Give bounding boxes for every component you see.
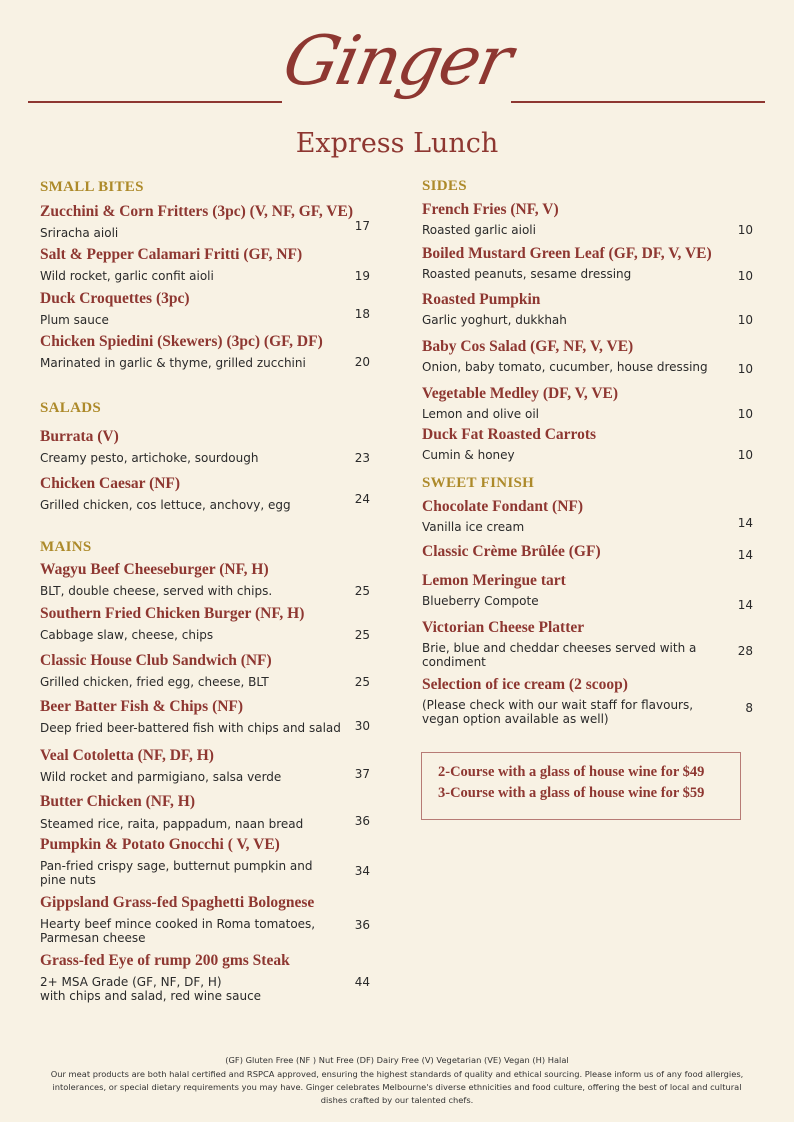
footer-note: Our meat products are both halal certified and RSPCA approved, ensuring the highest standards of quality and ethical sourcing. Please inform us of any food allergies, intolerances, or special dietary requirements you may have. Ginger celebrates Melbourne's diverse ethnicities and food culture, offering the best of local and cultural dishes crafted by our talented chefs. — [50, 1069, 744, 1105]
menu-item-description: (Please check with our wait staff for flavours, vegan option available as well) — [422, 698, 694, 726]
menu-item-name: Salt & Pepper Calamari Fritti (GF, NF) — [40, 246, 303, 263]
menu-item-name: Duck Fat Roasted Carrots — [422, 426, 597, 443]
menu-item-description: Grilled chicken, fried egg, cheese, BLT — [40, 675, 269, 689]
menu-item-description: Pan-fried crispy sage, butternut pumpkin and pine nuts — [40, 859, 313, 887]
menu-item-name: Southern Fried Chicken Burger (NF, H) — [40, 605, 305, 622]
menu-item-price: 24 — [354, 492, 370, 506]
menu-item-name: Butter Chicken (NF, H) — [40, 793, 195, 810]
menu-item-description: Roasted peanuts, sesame dressing — [422, 267, 632, 281]
menu-item-name: Gippsland Grass-fed Spaghetti Bolognese — [40, 894, 315, 911]
header-rule-left — [28, 101, 282, 103]
menu-item-description: Roasted garlic aioli — [422, 223, 536, 237]
menu-item-price: 10 — [737, 313, 753, 327]
menu-item-name: Wagyu Beef Cheeseburger (NF, H) — [40, 561, 269, 578]
menu-item-price: 10 — [737, 362, 753, 376]
section-heading-sweet-finish: SWEET FINISH — [422, 475, 535, 491]
menu-item-price: 18 — [354, 307, 370, 321]
menu-item-description: Grilled chicken, cos lettuce, anchovy, egg — [40, 498, 291, 512]
menu-item-price: 19 — [354, 269, 370, 283]
header-rule-right — [511, 101, 765, 103]
menu-item-description: Hearty beef mince cooked in Roma tomatoes, Parmesan cheese — [40, 917, 316, 945]
menu-item-price: 10 — [737, 269, 753, 283]
menu-item-description: Deep fried beer-battered fish with chips and salad — [40, 721, 341, 735]
menu-item-description: Blueberry Compote — [422, 594, 539, 608]
menu-item-name: Zucchini & Corn Fritters (3pc) (V, NF, GF, VE) — [40, 203, 354, 220]
menu-item-name: Burrata (V) — [40, 428, 119, 445]
offer-two-course: 2-Course with a glass of house wine for $49 — [438, 764, 705, 780]
menu-item-price: 14 — [737, 598, 753, 612]
offer-three-course: 3-Course with a glass of house wine for $59 — [438, 785, 705, 801]
menu-item-price: 23 — [354, 451, 370, 465]
menu-item-price: 25 — [354, 584, 370, 598]
menu-item-price: 14 — [737, 548, 753, 562]
menu-item-price: 34 — [354, 864, 370, 878]
menu-item-price: 8 — [745, 701, 753, 715]
menu-item-price: 28 — [737, 644, 753, 658]
menu-item-name: French Fries (NF, V) — [422, 201, 559, 218]
menu-item-name: Duck Croquettes (3pc) — [40, 290, 190, 307]
menu-item-name: Vegetable Medley (DF, V, VE) — [422, 385, 619, 402]
menu-item-name: Chicken Spiedini (Skewers) (3pc) (GF, DF) — [40, 333, 323, 350]
menu-item-name: Pumpkin & Potato Gnocchi ( V, VE) — [40, 836, 280, 853]
menu-item-name: Classic Crème Brûlée (GF) — [422, 543, 601, 560]
menu-item-description: Plum sauce — [40, 313, 109, 327]
menu-item-description: Wild rocket, garlic confit aioli — [40, 269, 214, 283]
menu-item-description: Lemon and olive oil — [422, 407, 540, 421]
menu-item-description: 2+ MSA Grade (GF, NF, DF, H) with chips and salad, red wine sauce — [40, 975, 262, 1003]
menu-item-name: Roasted Pumpkin — [422, 291, 541, 308]
menu-item-name: Chicken Caesar (NF) — [40, 475, 181, 492]
menu-item-description: Sriracha aioli — [40, 226, 119, 240]
menu-item-description: Steamed rice, raita, pappadum, naan bread — [40, 817, 304, 831]
menu-item-description: Marinated in garlic & thyme, grilled zucchini — [40, 356, 306, 370]
menu-item-name: Grass-fed Eye of rump 200 gms Steak — [40, 952, 290, 969]
menu-item-description: Cabbage slaw, cheese, chips — [40, 628, 214, 642]
menu-item-price: 25 — [354, 675, 370, 689]
section-heading-sides: SIDES — [422, 178, 467, 194]
menu-item-price: 30 — [354, 719, 370, 733]
set-menu-offer-box — [421, 752, 741, 820]
menu-item-name: Lemon Meringue tart — [422, 572, 566, 589]
menu-item-name: Chocolate Fondant (NF) — [422, 498, 584, 515]
menu-item-description: Vanilla ice cream — [422, 520, 525, 534]
menu-item-price: 36 — [354, 918, 370, 932]
restaurant-logo: Ginger — [276, 22, 518, 101]
menu-item-price: 10 — [737, 448, 753, 462]
menu-item-name: Beer Batter Fish & Chips (NF) — [40, 698, 244, 715]
menu-item-price: 20 — [354, 355, 370, 369]
menu-item-name: Boiled Mustard Green Leaf (GF, DF, V, VE) — [422, 245, 712, 262]
menu-item-description: Onion, baby tomato, cucumber, house dressing — [422, 360, 708, 374]
menu-item-price: 17 — [354, 219, 370, 233]
menu-item-name: Victorian Cheese Platter — [422, 619, 585, 636]
menu-item-price: 10 — [737, 223, 753, 237]
menu-item-description: BLT, double cheese, served with chips. — [40, 584, 273, 598]
menu-item-price: 14 — [737, 516, 753, 530]
menu-item-price: 37 — [354, 767, 370, 781]
section-heading-mains: MAINS — [40, 539, 92, 555]
menu-item-description: Wild rocket and parmigiano, salsa verde — [40, 770, 282, 784]
menu-item-description: Garlic yoghurt, dukkhah — [422, 313, 567, 327]
menu-item-price: 10 — [737, 407, 753, 421]
menu-subtitle: Express Lunch — [295, 128, 499, 159]
menu-item-name: Selection of ice cream (2 scoop) — [422, 676, 628, 693]
menu-item-name: Classic House Club Sandwich (NF) — [40, 652, 272, 669]
dietary-legend: (GF) Gluten Free (NF ) Nut Free (DF) Dairy Free (V) Vegetarian (VE) Vegan (H) Halal — [225, 1055, 569, 1065]
section-heading-salads: SALADS — [40, 400, 101, 416]
menu-item-description: Creamy pesto, artichoke, sourdough — [40, 451, 259, 465]
menu-item-price: 36 — [354, 814, 370, 828]
menu-item-description: Brie, blue and cheddar cheeses served with a condiment — [422, 641, 697, 669]
menu-item-price: 44 — [354, 975, 370, 989]
menu-item-name: Veal Cotoletta (NF, DF, H) — [40, 747, 214, 764]
section-heading-small-bites: SMALL BITES — [40, 179, 144, 195]
menu-item-description: Cumin & honey — [422, 448, 515, 462]
menu-item-name: Baby Cos Salad (GF, NF, V, VE) — [422, 338, 634, 355]
menu-item-price: 25 — [354, 628, 370, 642]
